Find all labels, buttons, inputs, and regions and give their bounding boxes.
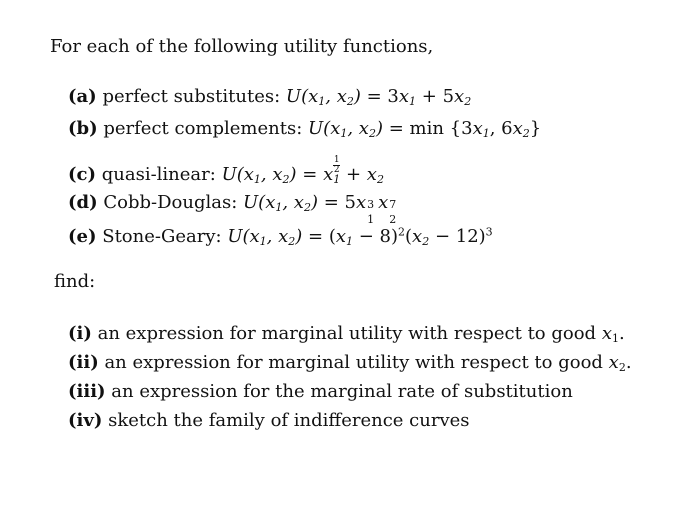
find-label: find:	[54, 271, 96, 292]
task-text: an expression for marginal utility with respect to good $x_1$.	[97, 323, 625, 345]
function-item-e	[68, 225, 493, 249]
function-label: (e)	[68, 226, 97, 247]
task-text: an expression for marginal utility with respect to good $x_2$.	[104, 352, 632, 374]
function-item-d	[68, 191, 400, 226]
function-item-c	[68, 156, 384, 187]
function-label: (b)	[68, 118, 98, 139]
function-formula: $U(x_1$, $x_2) = \min \{3x_1$, $6x_2$}	[308, 118, 542, 140]
task-text: an expression for the marginal rate of substitution	[111, 381, 573, 402]
task-label: (iii)	[68, 381, 106, 402]
intro-text: For each of the following utility functions,	[50, 36, 434, 57]
function-label: (c)	[68, 164, 96, 186]
function-formula: $U(x_1$, $x_2) = 3x_1 + 5x_2$	[285, 86, 472, 108]
task-item-iv	[68, 409, 470, 433]
task-label: (ii)	[68, 352, 99, 373]
function-name: Cobb-Douglas:	[103, 192, 238, 213]
function-name: quasi-linear:	[101, 164, 216, 186]
task-item-ii	[68, 351, 632, 375]
function-formula: $U(x_1$, $x_2) = x1$ $2_1 + x_2$	[221, 155, 384, 186]
function-formula: $U(x_1$, $x_2) = (x_1 - 8)^2(x_2 - 12)^3$	[227, 225, 493, 248]
task-item-i	[68, 322, 625, 346]
task-item-iii	[68, 380, 573, 404]
function-name: perfect substitutes:	[102, 86, 281, 107]
function-item-a	[68, 85, 471, 109]
task-label: (i)	[68, 323, 92, 344]
function-name: Stone-Geary:	[102, 226, 222, 247]
function-name: perfect complements:	[103, 118, 303, 139]
function-formula: $U(x_1$, $x_2) = 5x$ 3 1 x 7 2	[243, 192, 397, 226]
function-label: (d)	[68, 192, 98, 213]
task-label: (iv)	[68, 410, 103, 431]
task-text: sketch the family of indifference curves	[108, 410, 470, 431]
function-label: (a)	[68, 86, 97, 107]
function-item-b	[68, 117, 541, 141]
